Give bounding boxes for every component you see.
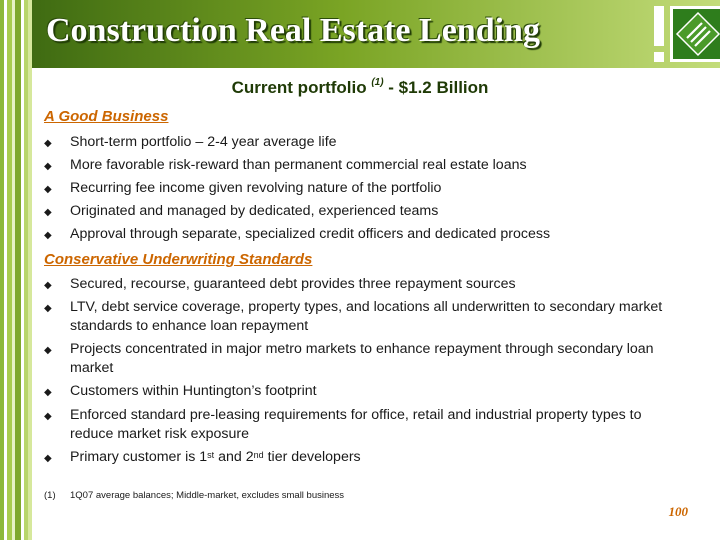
list-item: [44, 382, 684, 401]
portfolio-subtitle: [0, 78, 720, 98]
diamond-bullet-icon: ◆: [44, 453, 52, 464]
bullet-text: Recurring fee income given revolving nature of the portfolio: [70, 180, 442, 196]
footnote-marker: (1): [44, 490, 56, 501]
bullet-text: Approval through separate, specialized credit officers and dedicated process: [70, 226, 551, 242]
list-item: [44, 298, 684, 336]
diamond-bullet-icon: ◆: [44, 161, 52, 172]
bullet-text: More favorable risk-reward than permanent commercial real estate loans: [70, 157, 527, 173]
section-heading-underwriting: Conservative Underwriting Standards: [44, 251, 313, 268]
diamond-bullet-icon: ◆: [44, 303, 52, 314]
diamond-bullet-icon: ◆: [44, 345, 52, 356]
diamond-bullet-icon: ◆: [44, 411, 52, 422]
huntington-logo-icon: [670, 6, 720, 62]
bullet-text: Primary customer is 1st and 2nd tier developers: [70, 449, 361, 465]
list-item: [44, 156, 684, 175]
bullet-text: Originated and managed by dedicated, experienced teams: [70, 203, 439, 219]
section-heading-good-business: A Good Business: [44, 108, 169, 125]
bullet-text: Enforced standard pre-leasing requirements for office, retail and industrial property types to reduce market risk exposure: [70, 407, 642, 442]
diamond-bullet-icon: ◆: [44, 207, 52, 218]
footnote-text: 1Q07 average balances; Middle-market, excludes small business: [70, 490, 345, 501]
diamond-bullet-icon: ◆: [44, 280, 52, 291]
bullet-text: Secured, recourse, guaranteed debt provides three repayment sources: [70, 276, 516, 292]
bullet-text: LTV, debt service coverage, property types, and locations all underwritten to secondary market standards to enhance loan repayment: [70, 299, 663, 334]
page-title: Construction Real Estate Lending: [46, 12, 540, 49]
list-item: [44, 202, 684, 221]
list-item: [44, 275, 684, 294]
list-item: [44, 406, 684, 444]
diamond-bullet-icon: ◆: [44, 387, 52, 398]
list-item: [44, 225, 684, 244]
diamond-bullet-icon: ◆: [44, 138, 52, 149]
bullet-text: Customers within Huntington’s footprint: [70, 383, 317, 399]
exclamation-icon: [654, 6, 664, 62]
title-bar: [32, 0, 720, 68]
subtitle-suffix: - $1.2 Billion: [383, 78, 489, 97]
subtitle-footnote-marker: (1): [371, 77, 384, 88]
bullet-text: Short-term portfolio – 2-4 year average life: [70, 134, 337, 150]
subtitle-prefix: Current portfolio: [231, 78, 372, 97]
list-item: [44, 448, 684, 467]
diamond-bullet-icon: ◆: [44, 184, 52, 195]
list-item: [44, 179, 684, 198]
list-item: [44, 340, 684, 378]
bullet-text: Projects concentrated in major metro markets to enhance repayment through secondary loan market: [70, 341, 654, 376]
list-item: [44, 133, 684, 152]
diamond-bullet-icon: ◆: [44, 230, 52, 241]
page-number: 100: [668, 504, 688, 519]
